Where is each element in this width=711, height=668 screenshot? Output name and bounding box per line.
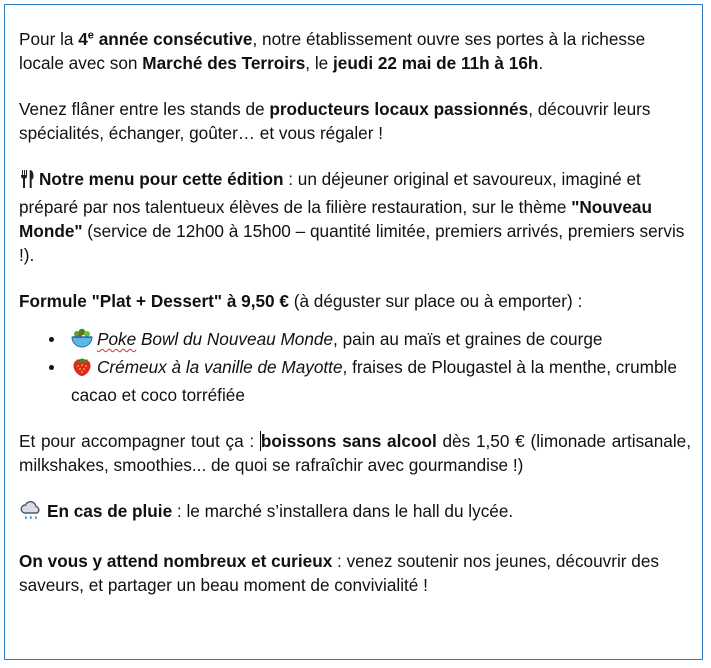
event-date: jeudi 22 mai de 11h à 16h xyxy=(332,53,539,73)
formula-paragraph: Formule "Plat + Dessert" à 9,50 € (à déguster sur place ou à emporter) : xyxy=(19,291,583,311)
intro-paragraph: Pour la 4e année consécutive, notre établissement ouvre ses portes à la richesse locale avec son Marché des Terroirs, le jeudi 22 mai de 11h à 16h. xyxy=(19,29,646,73)
intro-text-2: , notre établissement ouvre ses portes à la richesse locale avec son xyxy=(19,29,646,73)
drinks-highlight: boissons sans alcool xyxy=(260,431,437,451)
closing-highlight: On vous y attend nombreux et curieux xyxy=(19,551,333,571)
strawberry-icon xyxy=(71,355,93,383)
dish-name-poke: Poke xyxy=(97,329,137,349)
producers-highlight: producteurs locaux passionnés xyxy=(269,99,529,119)
document-frame xyxy=(4,4,703,660)
event-name: Marché des Terroirs xyxy=(142,53,306,73)
rain-cloud-icon xyxy=(19,501,43,527)
dish-name-bowl: Bowl du Nouveau Monde xyxy=(136,329,334,349)
salad-bowl-icon xyxy=(71,327,93,355)
dessert-name: Crémeux à la vanille de Mayotte xyxy=(97,357,343,377)
intro-text: Pour la xyxy=(19,29,79,49)
list-item: Poke Bowl du Nouveau Monde, pain au maïs et graines de courge xyxy=(19,327,691,355)
closing-paragraph: On vous y attend nombreux et curieux : venez soutenir nos jeunes, découvrir des saveurs, et partager un beau moment de convivialité ! xyxy=(19,551,660,595)
drinks-paragraph: Et pour accompagner tout ça : boissons sans alcool dès 1,50 € (limonade artisanale, milkshakes, smoothies... de quoi se rafraîchir avec gourmandise !) xyxy=(19,431,692,475)
document-body[interactable] xyxy=(19,27,691,597)
invitation-paragraph: Venez flâner entre les stands de producteurs locaux passionnés, découvrir leurs spécialités, échanger, goûter… et vous régaler ! xyxy=(19,99,651,143)
menu-heading: Notre menu pour cette édition xyxy=(39,169,284,189)
menu-list xyxy=(19,327,691,407)
rain-heading: En cas de pluie xyxy=(47,501,173,521)
list-item: Crémeux à la vanille de Mayotte, fraises de Plougastel à la menthe, crumble cacao et coco torréfiée xyxy=(19,355,691,407)
edition-number: 4e année consécutive xyxy=(78,29,253,49)
formula-price: Formule "Plat + Dessert" à 9,50 € xyxy=(19,291,289,311)
menu-paragraph: Notre menu pour cette édition : un déjeuner original et savoureux, imaginé et préparé par nos talentueux élèves de la filière restauration, sur le thème "Nouveau Monde" (service de 12h00 à 15h00 – quantité limitée, premiers arrivés, premiers servis !). xyxy=(19,169,685,265)
rain-paragraph: En cas de pluie : le marché s’installera dans le hall du lycée. xyxy=(19,499,691,527)
fork-knife-icon xyxy=(19,169,35,195)
menu-theme: "Nouveau Monde" xyxy=(19,197,652,241)
